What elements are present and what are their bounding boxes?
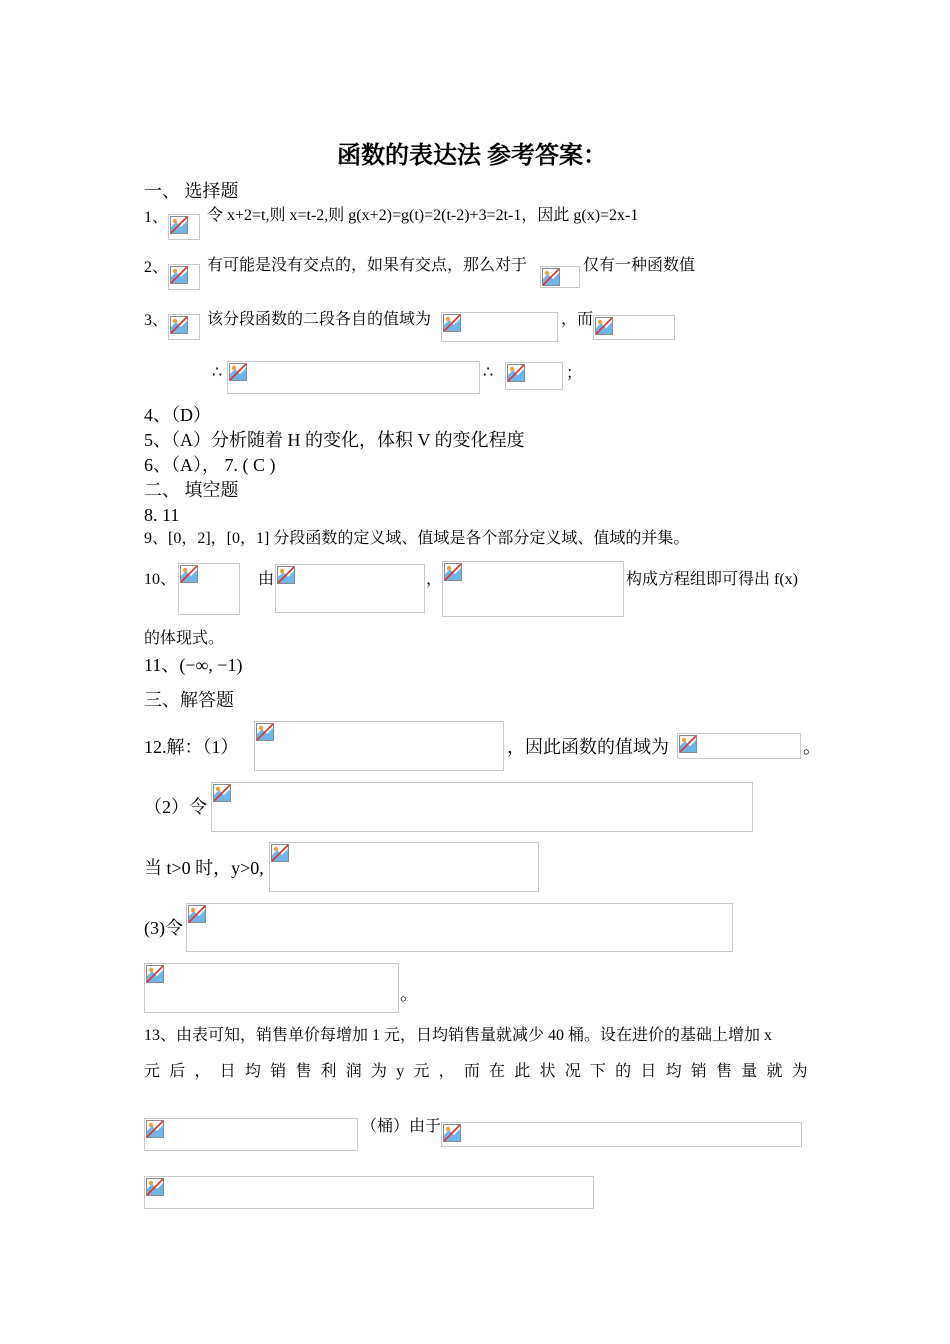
- q8-answer: 8. 11: [144, 505, 180, 525]
- q6-q7-answer: 6、（A）， 7. ( C ): [144, 455, 276, 475]
- q13-profit-image: [441, 1122, 802, 1147]
- q3-therefore-2: ∴: [483, 364, 494, 381]
- q1-number: 1、: [144, 209, 169, 226]
- q13-line2-char: 在: [489, 1063, 506, 1080]
- q3-semicolon: ；: [566, 365, 583, 382]
- q2-formula-image: [168, 264, 200, 290]
- q12-period: 。: [803, 737, 821, 757]
- q13-line2-char: 量: [741, 1063, 758, 1080]
- q13-line2-char: ，: [194, 1063, 211, 1080]
- section-heading-fill: 二、 填空题: [144, 480, 239, 500]
- q3-range-image-2: [593, 315, 675, 340]
- q13-line2-char: 为: [370, 1063, 387, 1080]
- q3-number: 3、: [144, 312, 169, 329]
- q13-line2-char: 的: [615, 1063, 632, 1080]
- q13-final-image: [144, 1176, 594, 1209]
- broken-image-icon: [277, 566, 295, 584]
- q12-period-2: 。: [400, 984, 418, 1004]
- q13-line2-char: 元: [413, 1063, 430, 1080]
- q13-line2-char: 元: [144, 1063, 161, 1080]
- q13-line2-char: 销: [270, 1063, 287, 1080]
- page-title: 函数的表达法 参考答案：: [337, 143, 607, 169]
- q2-text-a: 有可能是没有交点的，如果有交点，那么对于: [207, 257, 528, 274]
- q13-line2-char: 润: [345, 1063, 362, 1080]
- q13-line2-char: 况: [564, 1063, 581, 1080]
- q3-result-image: [227, 361, 480, 394]
- broken-image-icon: [170, 216, 188, 234]
- section-heading-choice: 一、 选择题: [144, 181, 239, 201]
- q12-condition-image: [269, 842, 539, 892]
- broken-image-icon: [146, 965, 164, 983]
- q12-part1-label: 12.解：（1）: [144, 737, 239, 757]
- q10-image-2: [275, 564, 425, 613]
- q12-condition-text: 当 t>0 时，y>0,: [144, 858, 264, 878]
- q12-range-image: [677, 733, 801, 759]
- broken-image-icon: [256, 723, 274, 741]
- q10-image-1: [178, 563, 240, 615]
- q1-formula-image: [168, 214, 200, 240]
- q10-image-3: [442, 561, 624, 617]
- broken-image-icon: [595, 317, 613, 335]
- q13-sales-image: [144, 1118, 358, 1151]
- q3-therefore-1: ∴: [212, 364, 223, 381]
- q2-inline-image: [540, 266, 580, 288]
- q12-part3-image: [186, 903, 733, 952]
- q13-line2-char: 售: [295, 1063, 312, 1080]
- q12-part3-result-image: [144, 963, 399, 1013]
- q10-line2: 的体现式。: [144, 630, 225, 647]
- broken-image-icon: [271, 844, 289, 862]
- q3-range-image-1: [441, 312, 558, 342]
- q11-answer: 11、(−∞, −1): [144, 655, 243, 675]
- broken-image-icon: [170, 266, 188, 284]
- q12-part2-label: （2）令: [144, 797, 207, 817]
- q13-line2-char: 销: [690, 1063, 707, 1080]
- q10-text: 构成方程组即可得出 f(x): [626, 571, 798, 588]
- q13-line2-char: ，: [438, 1063, 455, 1080]
- q13-line2-char: 为: [791, 1063, 808, 1080]
- broken-image-icon: [180, 565, 198, 583]
- q3-final-image: [505, 362, 563, 390]
- q12-part2-image: [211, 782, 753, 832]
- broken-image-icon: [542, 268, 560, 286]
- q13-line2-char: 均: [244, 1063, 261, 1080]
- q3-text-a: 该分段函数的二段各自的值域为: [207, 311, 432, 328]
- q12-part3-label: (3)令: [144, 918, 183, 938]
- broken-image-icon: [679, 735, 697, 753]
- q9-answer: 9、[0，2]，[0，1] 分段函数的定义域、值域是各个部分定义域、值域的并集。: [144, 530, 690, 547]
- q10-you: 由: [258, 571, 275, 588]
- q2-text-b: 仅有一种函数值: [583, 257, 696, 274]
- broken-image-icon: [188, 905, 206, 923]
- q13-line2-char: 售: [716, 1063, 733, 1080]
- broken-image-icon: [443, 1124, 461, 1142]
- q13-line2-char: 后: [169, 1063, 186, 1080]
- q4-answer: 4、（D）: [144, 405, 211, 425]
- q13-line2-char: y: [396, 1063, 405, 1080]
- q13-line2-char: 而: [463, 1063, 480, 1080]
- q13-line2-char: 日: [640, 1063, 657, 1080]
- q13-line2-char: 均: [665, 1063, 682, 1080]
- q13-line2-char: 日: [219, 1063, 236, 1080]
- q3-text-b: ，而: [561, 311, 594, 328]
- q13-line2: [144, 1064, 808, 1080]
- q13-line2-char: 就: [766, 1063, 783, 1080]
- q2-number: 2、: [144, 259, 169, 276]
- q10-comma: ，: [426, 571, 443, 588]
- q13-line2-char: 此: [514, 1063, 531, 1080]
- q10-number: 10、: [144, 571, 177, 588]
- q5-answer: 5、（A）分析随着 H 的变化，体积 V 的变化程度: [144, 430, 525, 450]
- q3-formula-image: [168, 314, 200, 340]
- q13-tong-text: （桶）由于: [361, 1118, 442, 1135]
- q13-line2-char: 状: [539, 1063, 556, 1080]
- q13-line2-char: 利: [320, 1063, 337, 1080]
- broken-image-icon: [213, 784, 231, 802]
- q1-text: 令 x+2=t,则 x=t-2,则 g(x+2)=g(t)=2(t-2)+3=2t-1，因此 g(x)=2x-1: [207, 207, 639, 224]
- broken-image-icon: [507, 364, 525, 382]
- q13-line2-char: 下: [589, 1063, 606, 1080]
- section-heading-solve: 三、解答题: [144, 690, 234, 710]
- broken-image-icon: [443, 314, 461, 332]
- broken-image-icon: [146, 1178, 164, 1196]
- broken-image-icon: [444, 563, 462, 581]
- q13-line1: 13、由表可知，销售单价每增加 1 元，日均销售量就减少 40 桶。设在进价的基础上增加 x: [144, 1027, 773, 1044]
- q12-part1-text: ，因此函数的值域为: [507, 737, 669, 757]
- broken-image-icon: [146, 1120, 164, 1138]
- broken-image-icon: [170, 316, 188, 334]
- q12-part1-image: [254, 721, 504, 771]
- broken-image-icon: [229, 363, 247, 381]
